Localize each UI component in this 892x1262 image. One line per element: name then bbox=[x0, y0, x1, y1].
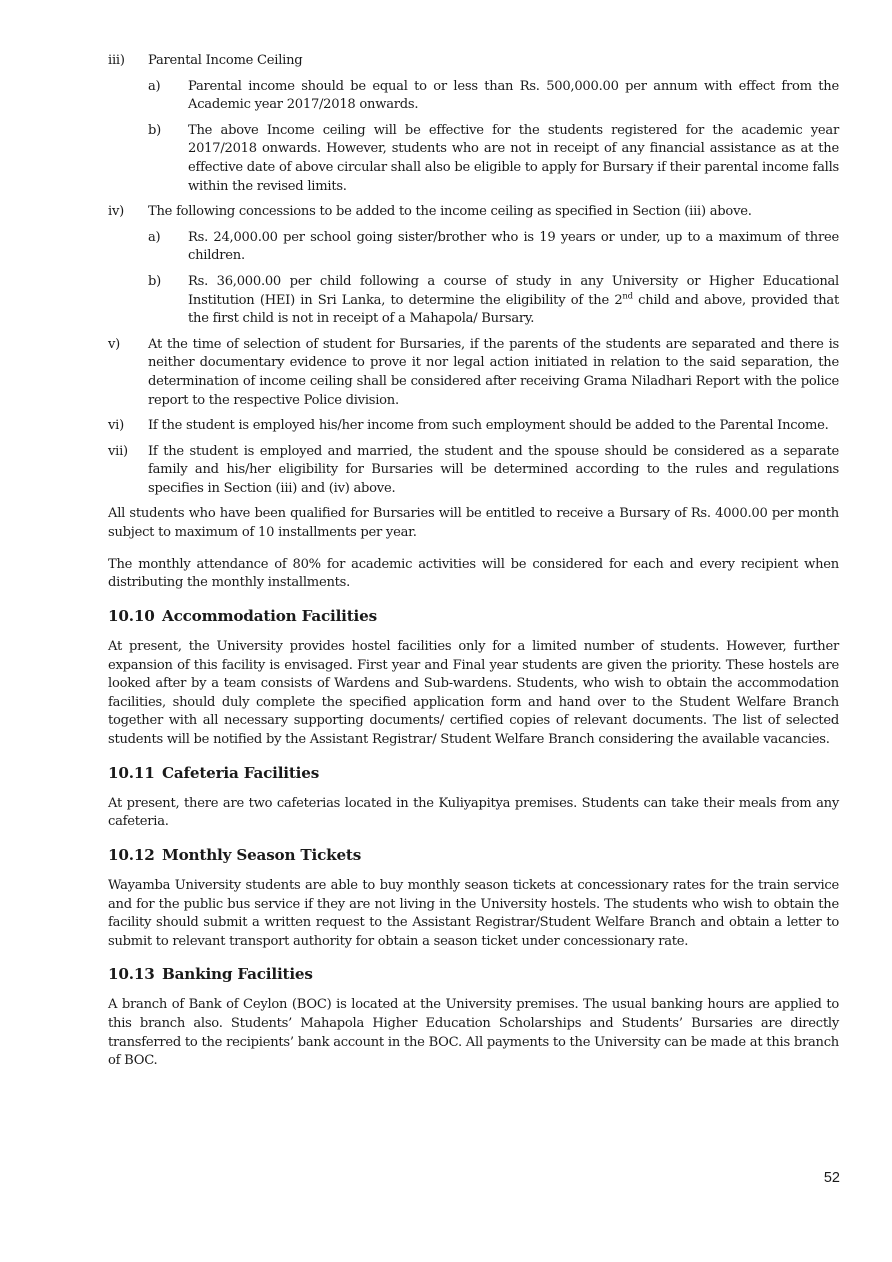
text-segment: child and above, provided that the first child is not in receipt of a Mahapola/ Bursary. bbox=[188, 292, 839, 327]
sub-item-iv-b bbox=[148, 273, 839, 329]
section-number: 10.10 bbox=[108, 606, 155, 625]
list-number: v) bbox=[108, 336, 121, 352]
list-item-v bbox=[108, 336, 839, 410]
banking-paragraph: A branch of Bank of Ceylon (BOC) is located at the University premises. The usual banking hours are applied to this branch also. Students’ Mahapola Higher Education Scholarships and Students’ Bursaries are directly transferred to the recipients’ bank account in the BOC. All payments to the University can be made at this branch of BOC. bbox=[108, 997, 839, 1069]
section-heading-season-tickets bbox=[108, 846, 839, 864]
sub-item-text: Rs. 24,000.00 per school going sister/brother who is 19 years or under, up to a maximum of three children. bbox=[188, 229, 839, 264]
list-item-text: Parental Income Ceiling bbox=[148, 53, 303, 68]
list-number: iii) bbox=[108, 53, 125, 68]
ordinal-superscript: nd bbox=[622, 291, 633, 302]
sub-item-letter: b) bbox=[148, 273, 161, 289]
list-item-vii bbox=[108, 443, 839, 499]
section-title: Banking Facilities bbox=[162, 965, 313, 984]
list-item-vi bbox=[108, 417, 839, 436]
section-title: Accommodation Facilities bbox=[162, 606, 377, 625]
section-number: 10.11 bbox=[108, 763, 155, 782]
list-number: vi) bbox=[108, 418, 124, 434]
sub-item-text: Parental income should be equal to or less than Rs. 500,000.00 per annum with effect from the Academic year 2017/2018 onwards. bbox=[188, 78, 839, 113]
section-heading-cafeteria bbox=[108, 764, 839, 782]
list-item-text: The following concessions to be added to the income ceiling as specified in Section (iii) above. bbox=[148, 204, 752, 220]
section-heading-banking bbox=[108, 965, 839, 983]
season-tickets-paragraph: Wayamba University students are able to buy monthly season tickets at concessionary rates for the train service and for the public bus service if they are not living in the University hostels. The students who wish to obtain the facility should submit a written request to the Assistant Registrar/Student Welfare Branch and obtain a letter to submit to relevant transport authority for obtain a season ticket under concessionary rate. bbox=[108, 877, 839, 949]
section-number: 10.12 bbox=[108, 845, 155, 864]
document-page bbox=[108, 52, 839, 1080]
section-title: Monthly Season Tickets bbox=[162, 845, 362, 864]
sub-item-text: The above Income ceiling will be effective for the students registered for the academic year 2017/2018 onwards. However, students who are not in receipt of any financial assistance as at the effective date of above circular shall also be eligible to apply for Bursary if their parental income falls within the revised limits. bbox=[188, 122, 839, 194]
sub-item-text bbox=[188, 273, 839, 329]
sub-item-iii-a bbox=[148, 78, 839, 115]
accommodation-paragraph: At present, the University provides hostel facilities only for a limited number of students. However, further expansion of this facility is envisaged. First year and Final year students are given the priority. These hostels are looked after by a team consists of Wardens and Sub-wardens. Students, who wish to obtain the accommodation facilities, should duly complete the specified application form and hand over to the Student Welfare Branch together with all necessary supporting documents/ certified copies of relevant documents. The list of selected students will be notified by the Assistant Registrar/ Student Welfare Branch considering the available vacancies. bbox=[108, 639, 839, 747]
sub-item-letter: a) bbox=[148, 229, 161, 245]
list-item-iii bbox=[108, 52, 839, 71]
list-item-text: If the student is employed his/her income from such employment should be added to the Parental Income. bbox=[148, 418, 829, 434]
sub-item-letter: b) bbox=[148, 122, 161, 138]
section-number: 10.13 bbox=[108, 965, 155, 984]
sub-item-iii-b bbox=[148, 122, 839, 196]
list-item-text: If the student is employed and married, the student and the spouse should be considered as a separate family and his/her eligibility for Bursaries will be determined according to the rules and regulations specifies in Section (iii) and (iv) above. bbox=[148, 443, 839, 496]
section-title: Cafeteria Facilities bbox=[162, 763, 320, 782]
bursary-amount-paragraph: All students who have been qualified for Bursaries will be entitled to receive a Bursary of Rs. 4000.00 per month subject to maximum of 10 installments per year. bbox=[108, 506, 839, 541]
attendance-paragraph: The monthly attendance of 80% for academic activities will be considered for each and every recipient when distributing the monthly installments. bbox=[108, 556, 839, 591]
list-number: iv) bbox=[108, 204, 124, 220]
section-heading-accommodation bbox=[108, 607, 839, 625]
list-number: vii) bbox=[108, 443, 128, 459]
sub-item-iv-a bbox=[148, 229, 839, 266]
text-segment: Rs. 36,000.00 per child following a course of study in any University or Higher Educational Institution (HEI) in Sri Lanka, to determine the eligibility of the 2 bbox=[188, 273, 839, 308]
list-item-text: At the time of selection of student for Bursaries, if the parents of the students are separated and there is neither documentary evidence to prove it nor legal action initiated in relation to the said separation, the determination of income ceiling shall be considered after receiving Grama Niladhari Report with the police report to the respective Police division. bbox=[148, 336, 839, 408]
cafeteria-paragraph: At present, there are two cafeterias located in the Kuliyapitya premises. Students can take their meals from any cafeteria. bbox=[108, 795, 839, 830]
sub-item-letter: a) bbox=[148, 78, 161, 94]
list-item-iv bbox=[108, 203, 839, 222]
page-number: 52 bbox=[823, 1170, 840, 1186]
